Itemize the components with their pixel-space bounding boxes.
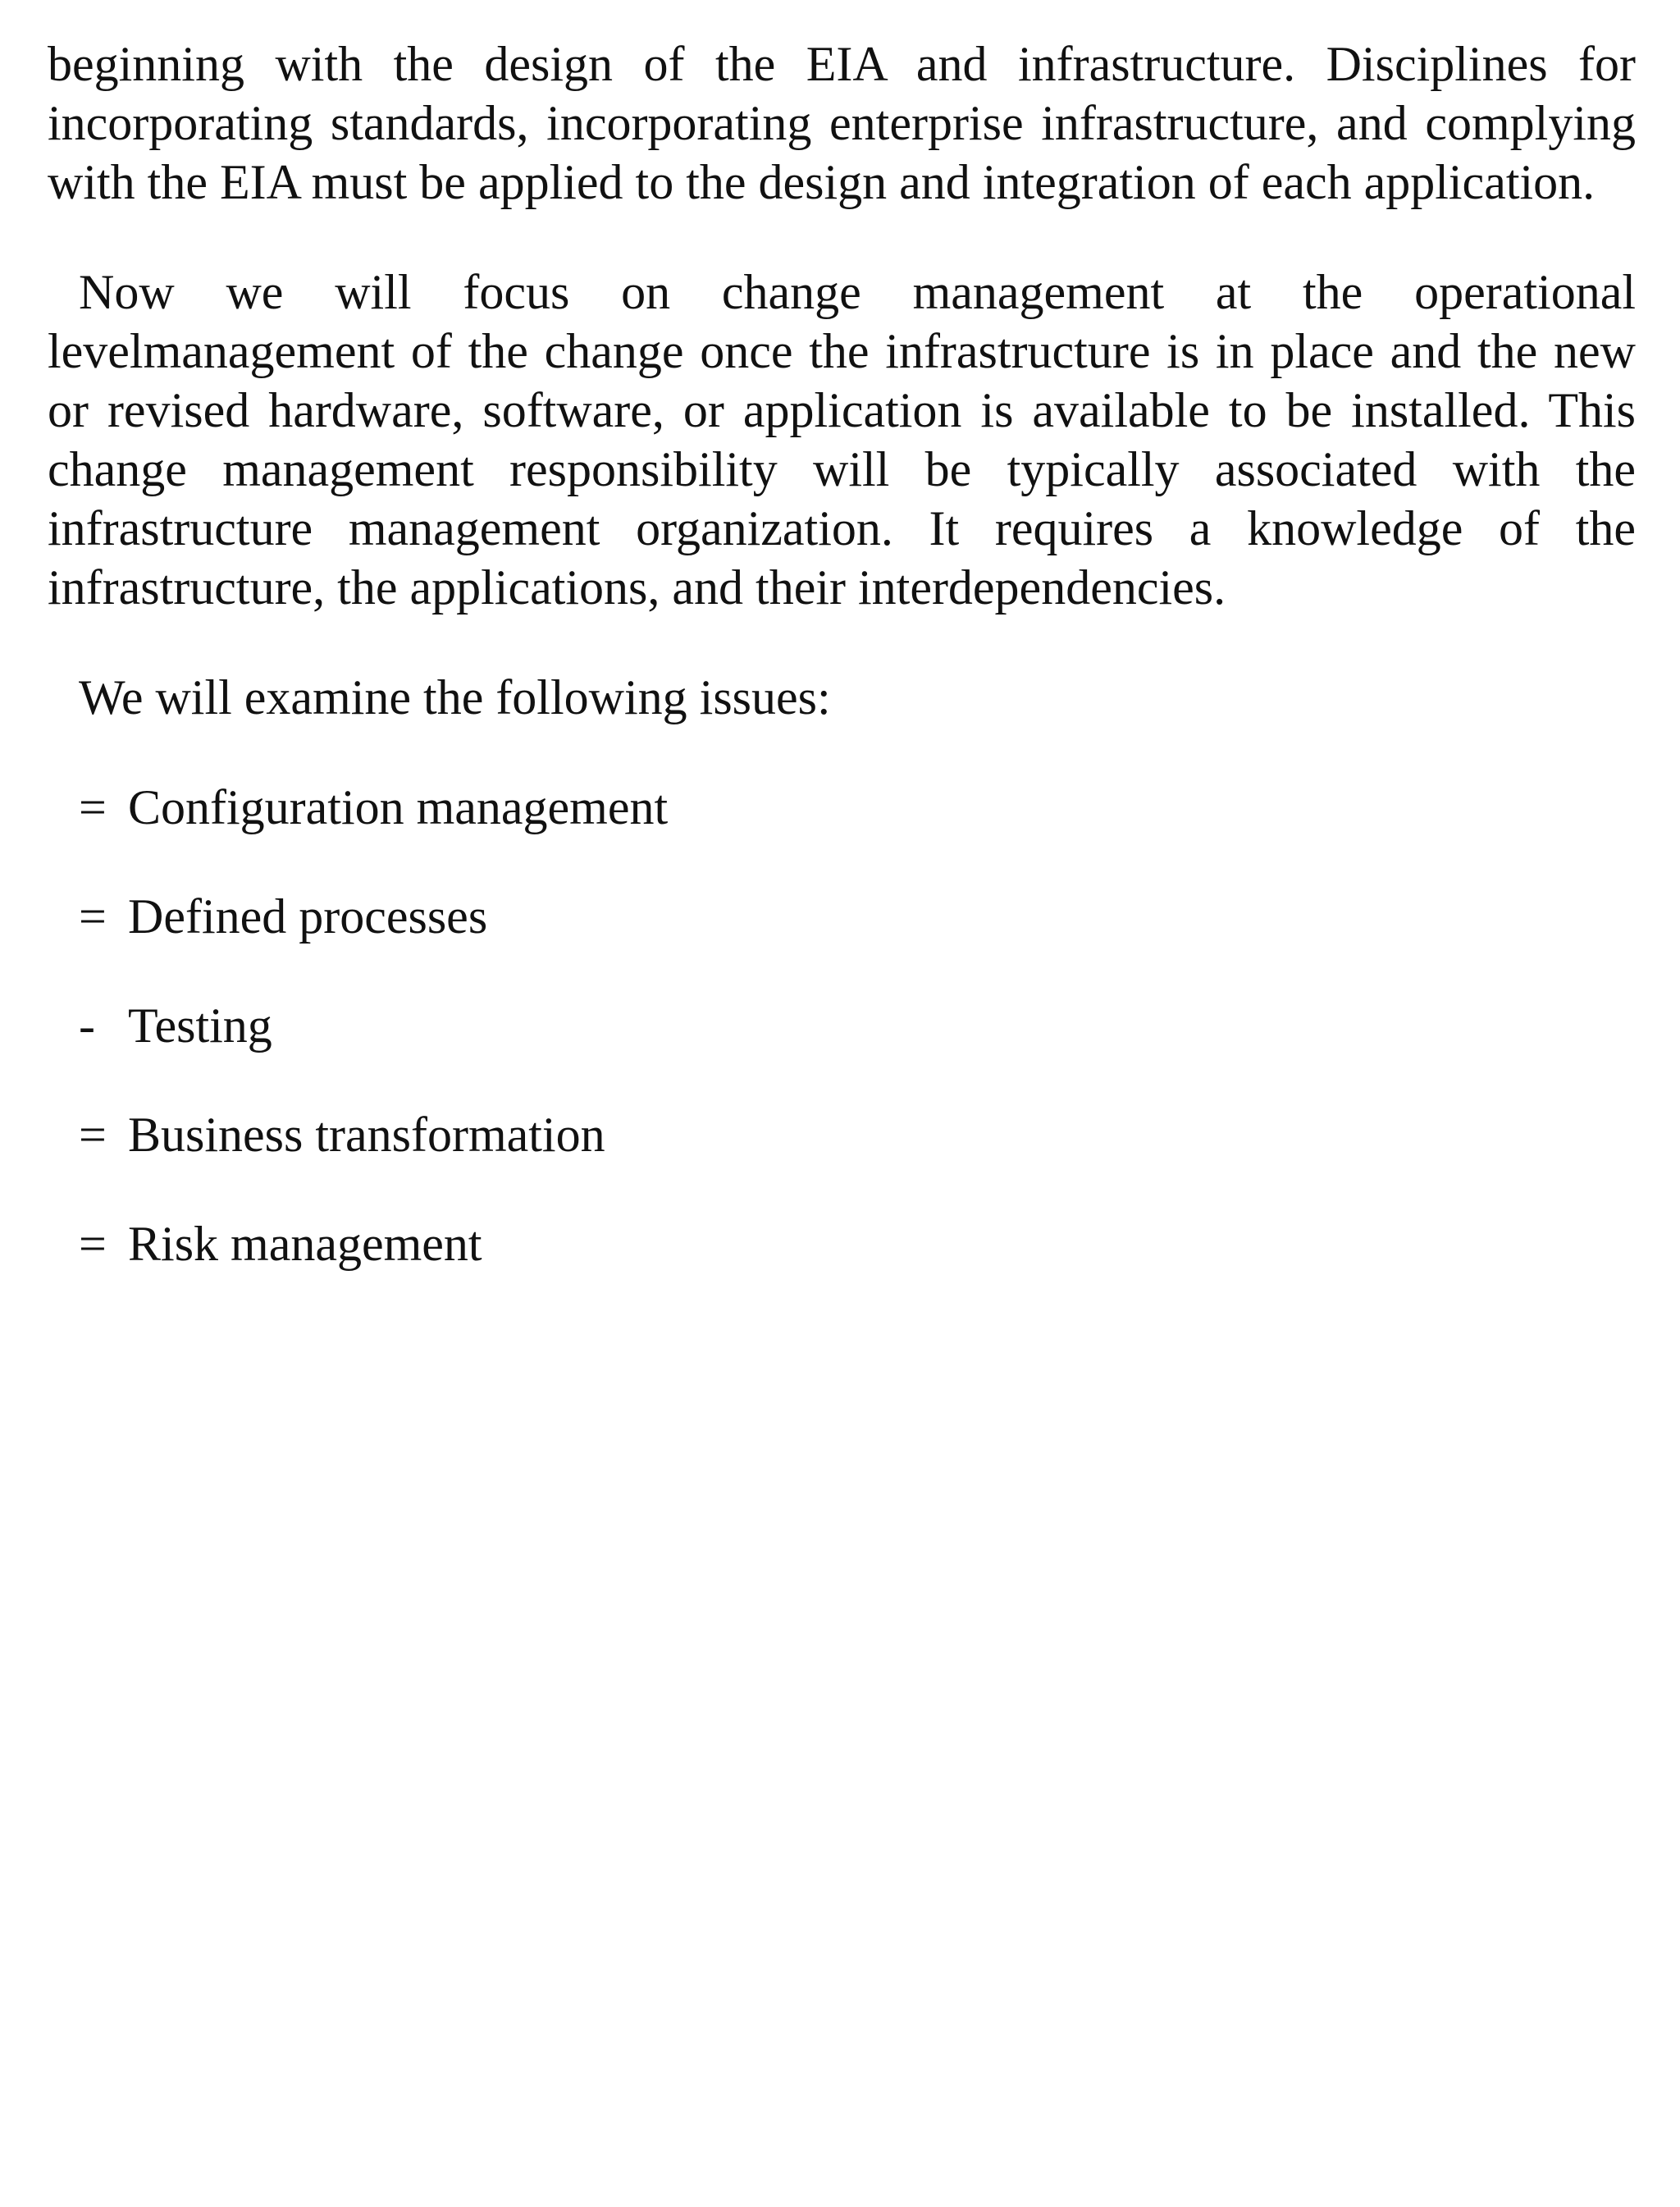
issues-intro: We will examine the following issues: [79,670,831,724]
issue-item-defined-processes [79,887,668,996]
issue-marker: - [79,998,95,1053]
issue-text: Business transformation [128,1108,605,1162]
issue-text: Defined processes [128,889,488,944]
issue-item-testing [79,996,668,1105]
issue-marker: = [79,889,107,944]
issue-marker: = [79,1217,107,1271]
issue-item-configuration-management [79,778,668,887]
issue-marker: = [79,1108,107,1162]
issue-text: Testing [128,998,272,1053]
paragraph-change-management: Now we will focus on change management at the operational levelmanagement of the change once the infrastructure is in place and the new or revised hardware, software, or application is available to be installed. This change management responsibility will be typically associated with the infrastructure management organization. It requires a knowledge of the infrastructure, the applications, and their interdependencies. [48,265,1636,615]
issue-marker: = [79,780,107,834]
paragraph-eia-disciplines: beginning with the design of the EIA and infrastructure. Disciplines for incorporating standards, incorporating enterprise infrastructure, and complying with the EIA must be applied to the design and integration of each application. [48,37,1636,209]
issue-item-risk-management [79,1214,668,1323]
issue-text: Risk management [128,1217,482,1271]
issue-item-business-transformation [79,1105,668,1214]
issue-text: Configuration management [128,780,669,834]
issues-list [79,778,668,1323]
